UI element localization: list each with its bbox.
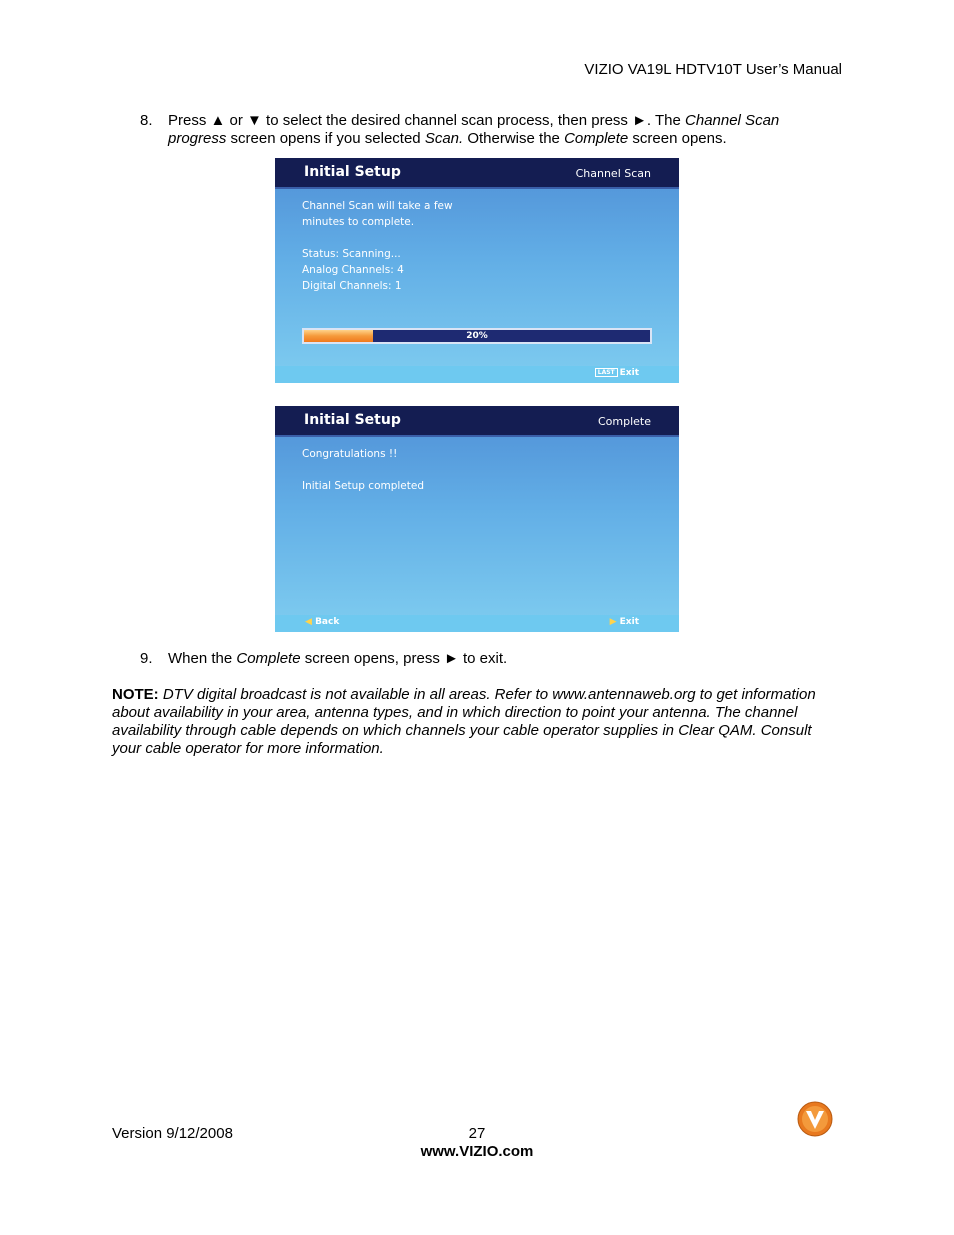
tv-congrats: Congratulations !! bbox=[302, 448, 398, 460]
tv-screen-name: Complete bbox=[597, 415, 651, 428]
channel-scan-screenshot bbox=[275, 158, 679, 383]
tv-footer-back bbox=[305, 617, 339, 627]
tv-header bbox=[275, 158, 679, 189]
text-run-italic: Channel Scan progress bbox=[168, 112, 780, 147]
left-arrow-icon: ◀ bbox=[305, 617, 312, 627]
footer-url: www.VIZIO.com bbox=[420, 1143, 534, 1160]
step-number: 8. bbox=[140, 112, 153, 129]
text-run: Otherwise the bbox=[463, 130, 565, 147]
complete-screenshot bbox=[275, 406, 679, 632]
note-text: DTV digital broadcast is not available in all areas. Refer to www.antennaweb.org to get information about availability in your area, antenna types, and in which direction to point your antenna. The channel availability through cable depends on which channels your cable operator supplies in Clear QAM. Consult your cable operator for more information. bbox=[112, 686, 816, 757]
footer-page-number: 27 bbox=[468, 1125, 486, 1142]
tv-footer-exit bbox=[610, 617, 639, 627]
text-run-italic: Scan. bbox=[424, 130, 464, 147]
vizio-logo-icon bbox=[797, 1101, 833, 1137]
footer-version: Version 9/12/2008 bbox=[112, 1125, 233, 1142]
tv-setup-completed: Initial Setup completed bbox=[302, 480, 425, 492]
page-header-title: VIZIO VA19L HDTV10T User’s Manual bbox=[584, 61, 842, 78]
tv-message-line-1: Channel Scan will take a few bbox=[302, 200, 453, 212]
scan-progress-bar bbox=[302, 328, 652, 344]
note-paragraph bbox=[112, 686, 842, 758]
tv-analog-channels: Analog Channels: 4 bbox=[302, 264, 404, 276]
text-run: Press ▲ or ▼ to select the desired channel scan process, then press ►. The bbox=[168, 112, 686, 129]
exit-label: Exit bbox=[619, 368, 639, 378]
tv-footer bbox=[275, 366, 679, 383]
text-run-italic: Complete bbox=[236, 650, 301, 667]
tv-screen-name: Channel Scan bbox=[575, 167, 651, 180]
back-label: Back bbox=[315, 617, 340, 627]
last-key-icon: LAST bbox=[595, 368, 618, 377]
tv-title: Initial Setup bbox=[304, 164, 401, 180]
step-text bbox=[168, 650, 840, 668]
text-run: When the bbox=[168, 650, 237, 667]
tv-message-line-2: minutes to complete. bbox=[302, 216, 415, 228]
step-text bbox=[168, 112, 840, 148]
tv-status: Status: Scanning... bbox=[302, 248, 401, 260]
tv-footer bbox=[275, 615, 679, 632]
right-arrow-icon: ▶ bbox=[609, 617, 617, 627]
text-run-italic: Complete bbox=[564, 130, 629, 147]
exit-label: Exit bbox=[619, 617, 639, 627]
tv-digital-channels: Digital Channels: 1 bbox=[302, 280, 402, 292]
scan-progress-label: 20% bbox=[466, 331, 488, 341]
step-8 bbox=[140, 112, 840, 148]
tv-title: Initial Setup bbox=[304, 412, 401, 428]
step-9 bbox=[140, 650, 840, 668]
text-run: screen opens. bbox=[628, 130, 727, 147]
step-number: 9. bbox=[140, 650, 153, 667]
tv-footer-exit bbox=[595, 368, 639, 378]
note-label: NOTE: bbox=[112, 686, 159, 703]
text-run: screen opens if you selected bbox=[226, 130, 425, 147]
tv-header bbox=[275, 406, 679, 437]
text-run: screen opens, press ► to exit. bbox=[300, 650, 508, 667]
